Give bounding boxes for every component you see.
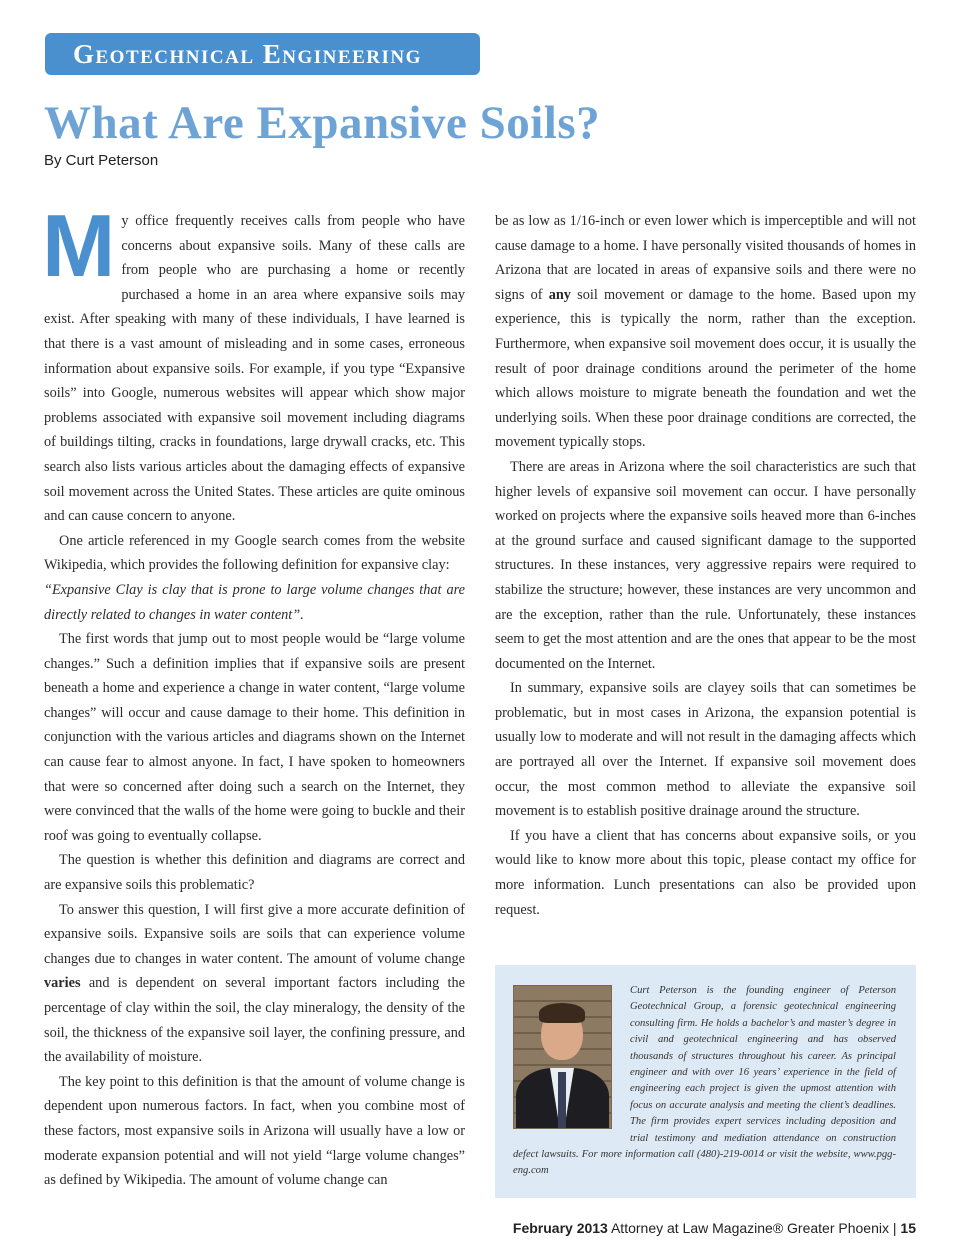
drop-cap: M xyxy=(42,196,116,295)
paragraph: In summary, expansive soils are clayey soils that can sometimes be problematic, but in most cases in Arizona, the expansion potential is usually low to moderate and will not result in the damaging affects which are portrayed all over the Internet. If expansive soil movement does occur, the most common method to alleviate the expansive soil movement is to establish positive drainage around the structure. xyxy=(495,680,916,820)
byline: By Curt Peterson xyxy=(44,152,159,169)
paragraph: The first words that jump out to most people would be “large volume changes.” Such a definition implies that if expansive soils are present beneath a home and experience a change in water content, “large volume changes” will occur and cause damage to their home. This definition in conjunction with the various articles and diagrams shown on the Internet can cause fear to almost anyone. In fact, I have spoken to homeowners that were so concerned after doing such a search on the Internet, they were convinced that the walls of the home were going to buckle and their roof was going to eventually collapse. xyxy=(44,631,465,844)
paragraph: The key point to this definition is that the amount of volume change is dependent upon numerous factors. In fact, when you combine most of these factors, most expansive soils in Arizona will usually have a low or moderate expansion potential and will not yield “large volume changes” as defined by Wikipedia. The amount of volume change can xyxy=(44,1073,465,1189)
section-banner: Geotechnical Engineering xyxy=(45,33,480,75)
right-column xyxy=(495,209,916,922)
paragraph: My office frequently receives calls from people who have concerns about expansive soils. Many of these calls are from people who are purchasing a home or recently purchased a home in an area where expansive soils may exist. After speaking with many of these individuals, I have learned is that there is a vast amount of misleading and in some cases, erroneous information about expansive soils. For example, if you type “Expansive soils” into Google, numerous websites will appear which show major problems associated with expansive soil movement including diagrams of buildings tilting, cracks in foundations, large drywall cracks, etc. This search also lists various articles about the damaging effects of expansive soil movement across the United States. These articles are quite ominous and can cause concern to anyone. xyxy=(42,196,465,525)
page-footer xyxy=(513,1220,916,1236)
page-number: 15 xyxy=(900,1220,916,1236)
footer-separator: | xyxy=(892,1220,897,1236)
paragraph: To answer this question, I will first give a more accurate definition of expansive soils. Expansive soils are soils that can experience volume changes due to changes in water content. The amount of volume change varies and is dependent on several important factors including the percentage of clay within the soil, the clay mineralogy, the density of the soil, the thickness of the expansive soil layer, the confining pressure, and the availability of moisture. xyxy=(44,901,465,1066)
paragraph: There are areas in Arizona where the soil characteristics are such that higher levels of expansive soil movement can occur. I have personally worked on projects where the expansive soils heaved more than 6-inches at the ground surface and caused significant damage to the supported structures. In these instances, very aggressive repairs were required to stabilize the structure; however, these instances are very uncommon and are the exception, rather than the rule. Unfortunately, these instances seem to get the most attention and are the ones that appear to be the most documented on the Internet. xyxy=(495,458,916,672)
article-title: What Are Expansive Soils? xyxy=(44,97,601,149)
footer-publication: Attorney at Law Magazine® Greater Phoenix xyxy=(610,1220,889,1236)
paragraph: If you have a client that has concerns about expansive soils, or you would like to know more about this topic, please contact my office for more information. Lunch presentations can also be provided upon request. xyxy=(495,827,916,918)
left-column xyxy=(42,196,465,1193)
paragraph: be as low as 1/16-inch or even lower which is imperceptible and will not cause damage to a home. I have personally visited thousands of homes in Arizona that are located in areas of expansive soils and there were no signs of any soil movement or damage to the home. Based upon my experience, this is typically the norm, rather than the exception. Furthermore, when expansive soil movement does occur, it is usually the result of poor drainage conditions around the perimeter of the home which allows moisture to migrate beneath the foundation and wet the underlying soils. When these poor drainage conditions are corrected, the movement typically stops. xyxy=(495,213,916,451)
paragraph: One article referenced in my Google search comes from the website Wikipedia, which provides the following definition for expansive clay: xyxy=(44,532,465,574)
paragraph: The question is whether this definition and diagrams are correct and are expansive soils this problematic? xyxy=(44,852,465,894)
block-quote: “Expansive Clay is clay that is prone to large volume changes that are directly related to changes in water content”. xyxy=(44,581,465,623)
author-bio: Curt Peterson is the founding engineer of Peterson Geotechnical Group, a forensic geotechnical engineering consulting firm. He holds a bachelor’s and master’s degree in civil and geotechnical engineering and has observed thousands of structures throughout his career. As principal engineer and with over 16 years’ experience in the field of engineering each project is given the upmost attention with focus on accurate analysis and meeting the client’s deadlines. The firm provides expert services including deposition and trial testimony and mediation attendance on construction defect lawsuits. For more information call (480)-219-0014 or visit the website, www.pgg-eng.com xyxy=(513,985,896,1177)
author-bio-box xyxy=(495,965,916,1198)
footer-date: February 2013 xyxy=(512,1220,608,1236)
author-photo xyxy=(513,985,612,1129)
